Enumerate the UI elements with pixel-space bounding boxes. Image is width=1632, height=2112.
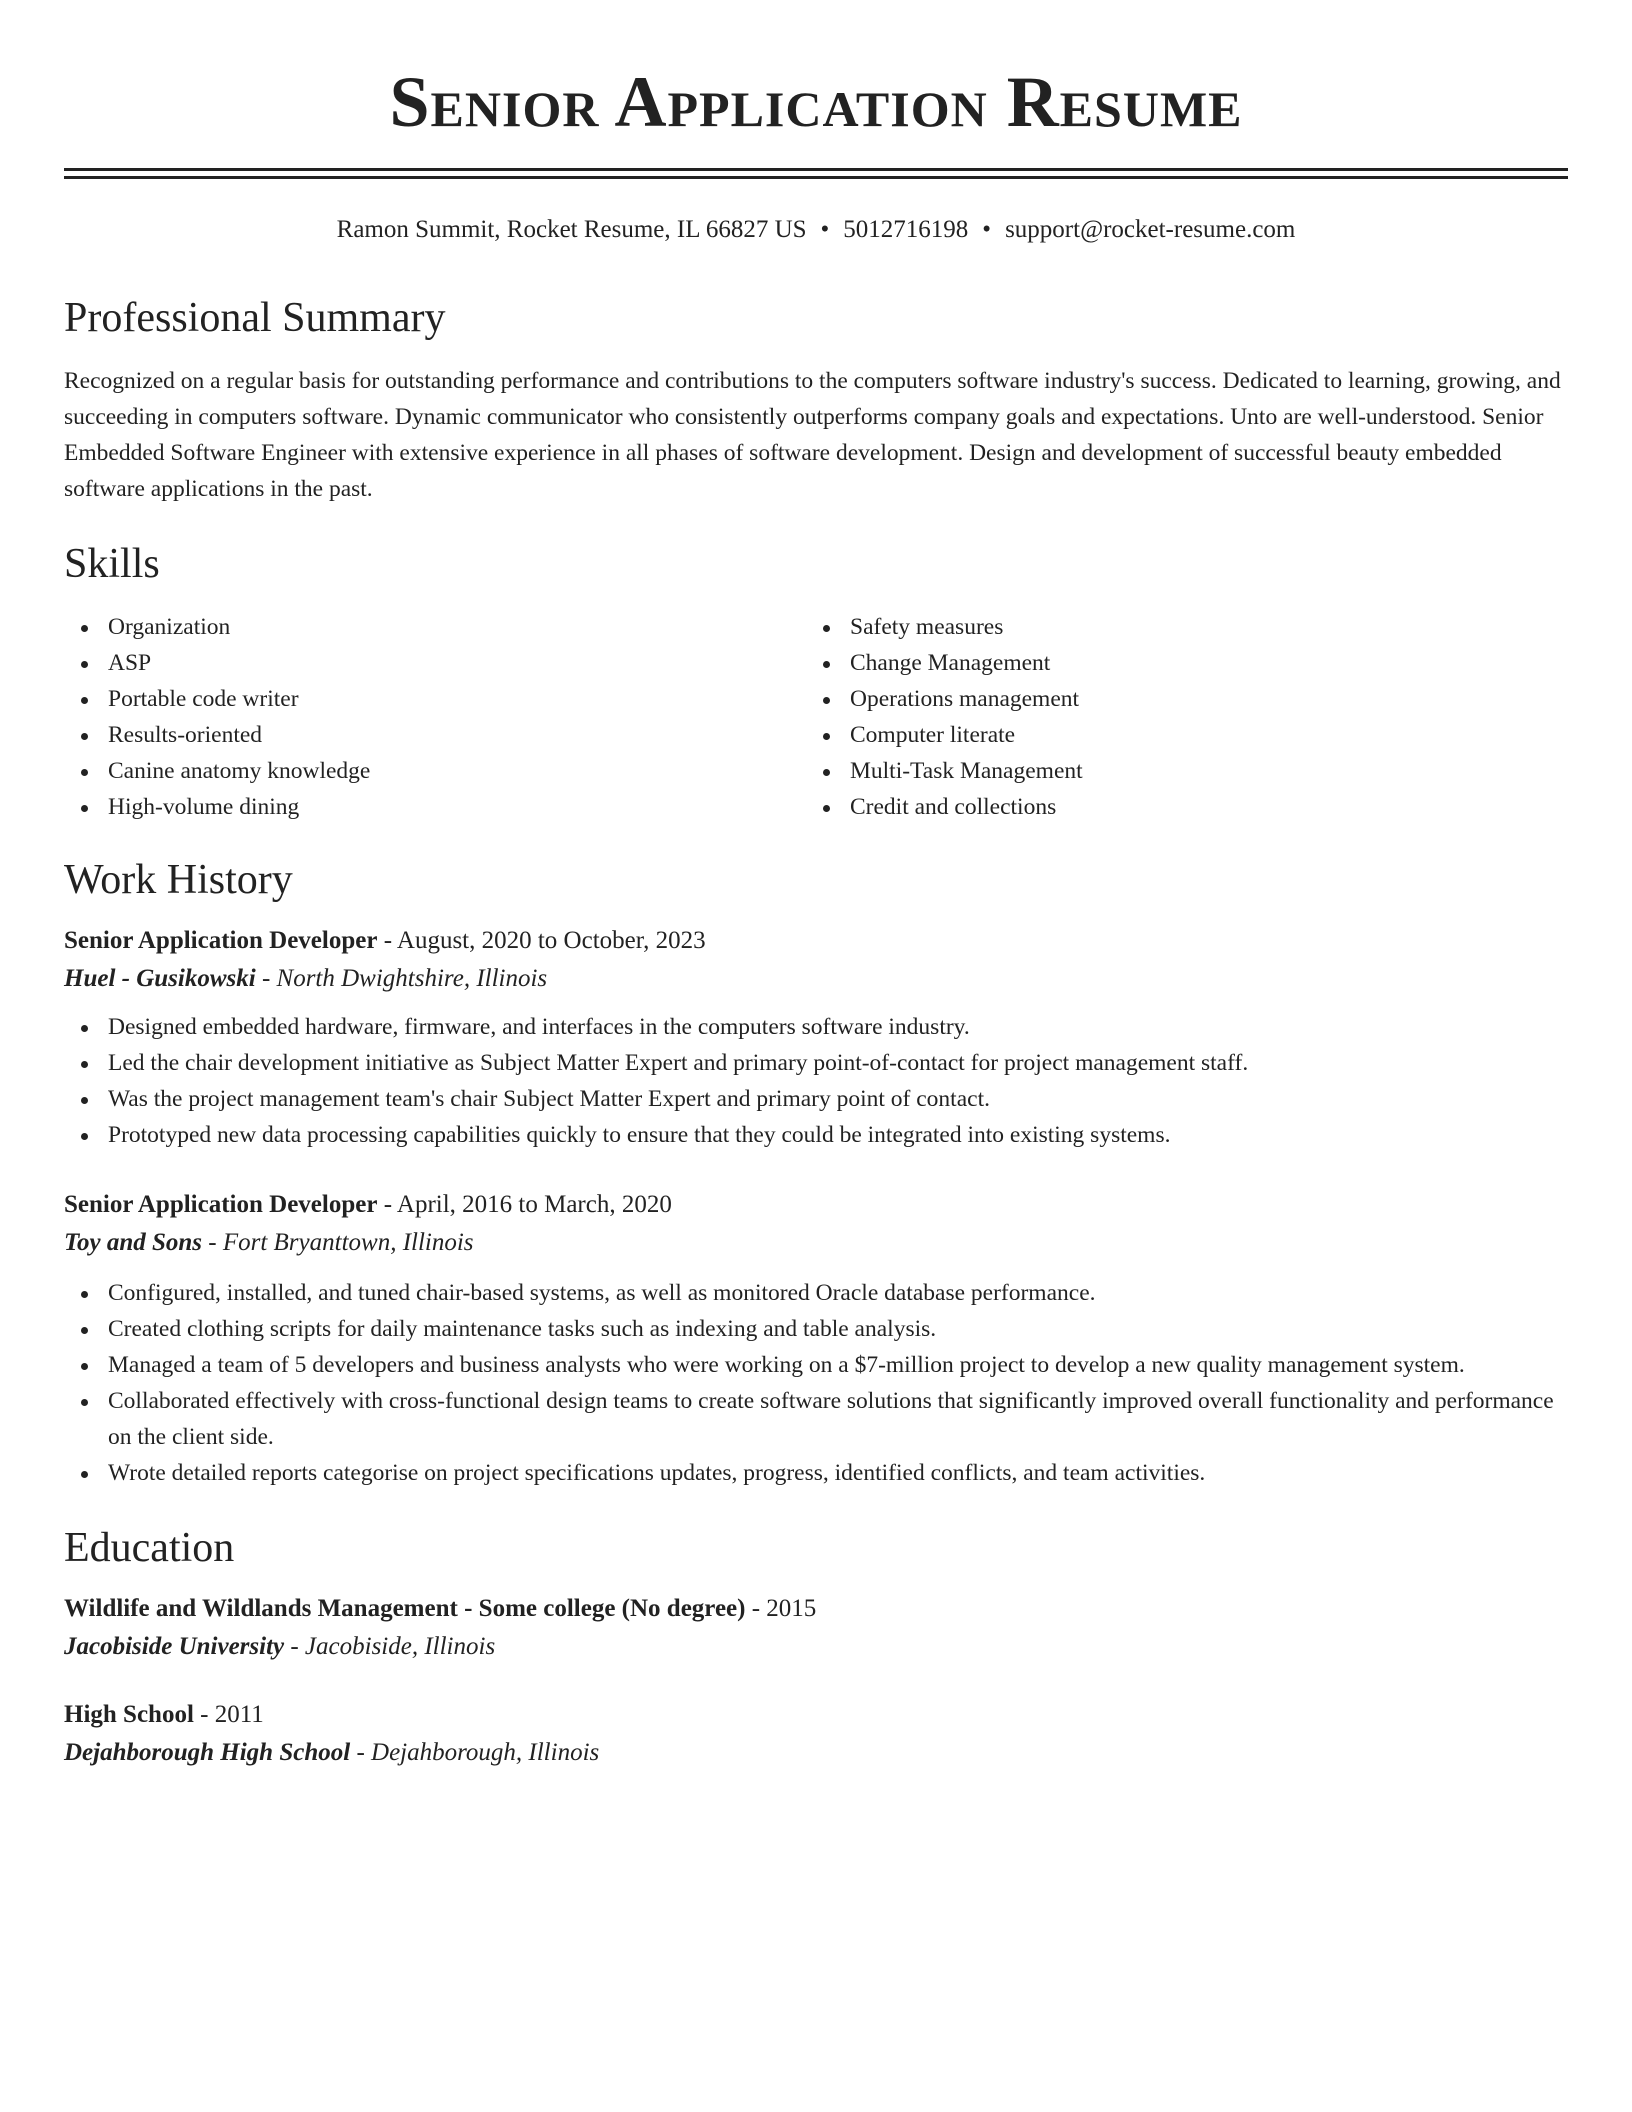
section-heading-skills: Skills <box>64 541 160 587</box>
education-degree: Wildlife and Wildlands Management - Some college (No degree) <box>64 1595 746 1622</box>
job-bullets <box>64 1275 1568 1491</box>
job-entry <box>64 1187 1568 1491</box>
skill-item: Computer literate <box>806 717 1083 753</box>
education-school: Jacobiside University <box>64 1633 285 1660</box>
skill-item: Safety measures <box>806 609 1083 645</box>
job-bullet: Collaborated effectively with cross-functional design teams to create software solutions that significantly improved overall functionality and performance on the client side. <box>64 1383 1568 1455</box>
job-dates: - August, 2020 to October, 2023 <box>377 927 706 954</box>
contact-email: support@rocket-resume.com <box>1005 216 1296 243</box>
skill-item: Portable code writer <box>64 681 806 717</box>
job-bullet: Created clothing scripts for daily maintenance tasks such as indexing and table analysis. <box>64 1311 1568 1347</box>
education-year: - 2011 <box>193 1701 264 1728</box>
education-school-line <box>64 1627 1568 1667</box>
education-degree-line <box>64 1697 1568 1733</box>
job-bullet: Led the chair development initiative as Subject Matter Expert and primary point-of-contact for project management staff. <box>64 1045 1568 1081</box>
job-bullet: Managed a team of 5 developers and business analysts who were working on a $7-million project to develop a new quality management system. <box>64 1347 1568 1383</box>
job-location: - North Dwightshire, Illinois <box>255 965 548 992</box>
job-bullet: Designed embedded hardware, firmware, and interfaces in the computers software industry. <box>64 1009 1568 1045</box>
skills-column-left <box>64 609 806 825</box>
skill-item: Operations management <box>806 681 1083 717</box>
title-divider <box>64 168 1568 179</box>
skill-item: ASP <box>64 645 806 681</box>
job-location: - Fort Bryanttown, Illinois <box>202 1229 474 1256</box>
contact-separator: • <box>982 216 992 243</box>
education-entry <box>64 1697 1568 1773</box>
section-heading-summary: Professional Summary <box>64 295 446 341</box>
contact-separator: • <box>820 216 830 243</box>
job-company: Huel - Gusikowski <box>64 965 256 992</box>
education-degree: High School <box>64 1701 194 1728</box>
job-title: Senior Application Developer <box>64 1191 378 1218</box>
education-school: Dejahborough High School <box>64 1739 351 1766</box>
skill-item: High-volume dining <box>64 789 806 825</box>
job-company-line <box>64 959 1568 999</box>
resume-title: Senior Application Resume <box>389 62 1243 142</box>
summary-text: Recognized on a regular basis for outstanding performance and contributions to the computers software industry's success. Dedicated to learning, growing, and succeeding in computers software. Dynamic communicator who consistently outperforms company goals and expectations. Unto are well-understood. Senior Embedded Software Engineer with extensive experience in all phases of software development. Design and development of successful beauty embedded software applications in the past. <box>64 368 1561 502</box>
skill-item: Canine anatomy knowledge <box>64 753 806 789</box>
education-school-line <box>64 1733 1568 1773</box>
job-bullet: Wrote detailed reports categorise on project specifications updates, progress, identified conflicts, and team activities. <box>64 1455 1568 1491</box>
job-bullet: Was the project management team's chair Subject Matter Expert and primary point of contact. <box>64 1081 1568 1117</box>
job-title-line <box>64 923 1568 959</box>
section-heading-work-history: Work History <box>64 857 293 903</box>
skill-item: Organization <box>64 609 806 645</box>
skill-item: Results-oriented <box>64 717 806 753</box>
section-heading-education: Education <box>64 1525 235 1571</box>
skills-column-right <box>806 609 1083 825</box>
contact-line <box>64 213 1568 247</box>
skill-item: Change Management <box>806 645 1083 681</box>
skills-list <box>64 609 1568 825</box>
job-entry <box>64 923 1568 1153</box>
job-bullets <box>64 1009 1568 1153</box>
education-location: - Dejahborough, Illinois <box>350 1739 600 1766</box>
skill-item: Multi-Task Management <box>806 753 1083 789</box>
job-title-line <box>64 1187 1568 1223</box>
contact-phone: 5012716198 <box>843 216 969 243</box>
skill-item: Credit and collections <box>806 789 1083 825</box>
education-year: - 2015 <box>745 1595 817 1622</box>
job-bullet: Configured, installed, and tuned chair-based systems, as well as monitored Oracle database performance. <box>64 1275 1568 1311</box>
contact-address: Ramon Summit, Rocket Resume, IL 66827 US <box>336 216 807 243</box>
education-degree-line <box>64 1591 1568 1627</box>
job-dates: - April, 2016 to March, 2020 <box>377 1191 672 1218</box>
education-entry <box>64 1591 1568 1667</box>
education-location: - Jacobiside, Illinois <box>284 1633 496 1660</box>
job-company: Toy and Sons <box>64 1229 203 1256</box>
job-title: Senior Application Developer <box>64 927 378 954</box>
job-company-line <box>64 1223 1568 1263</box>
job-bullet: Prototyped new data processing capabilities quickly to ensure that they could be integrated into existing systems. <box>64 1117 1568 1153</box>
